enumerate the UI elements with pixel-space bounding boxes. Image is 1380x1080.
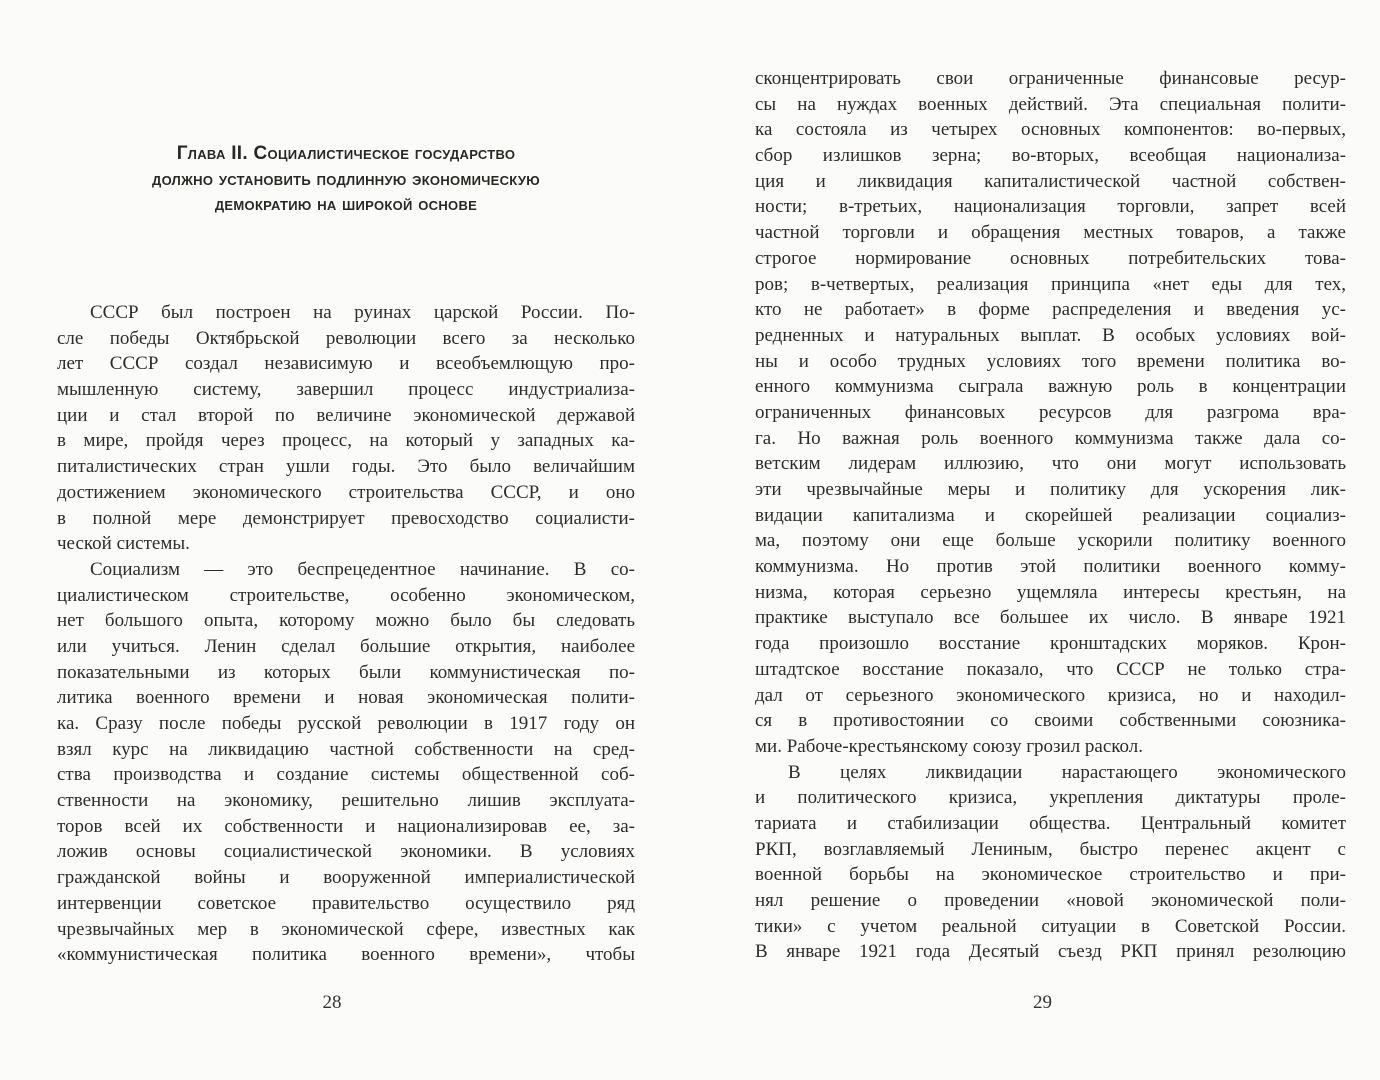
text-line: мышленную систему, завершил процесс индустриализа-: [57, 379, 635, 401]
chapter-heading: [57, 141, 635, 218]
text-line: сбор излишков зерна; во-вторых, всеобщая национализа-: [755, 145, 1346, 167]
text-line: или учиться. Ленин сделал большие открытия, наиболее: [57, 635, 635, 657]
text-line: чрезвычайных мер в экономической сфере, известных как: [57, 918, 635, 940]
text-line: ма, поэтому они еще больше ускорили политику военного: [755, 530, 1346, 552]
left-page: [57, 0, 635, 1080]
left-page-body: [57, 300, 635, 968]
text-line: военной борьбы на экономическое строительство и при-: [755, 864, 1346, 886]
text-line: штадтское восстание показало, что СССР не только стра-: [755, 658, 1346, 680]
text-line: лет СССР создал независимую и всеобъемлющую про-: [57, 353, 635, 375]
text-line: сы на нуждах военных действий. Эта специальная полити-: [755, 93, 1346, 115]
text-line: взял курс на ликвидацию частной собственности на сред-: [57, 738, 635, 760]
text-line: СССР был построен на руинах царской России. По-: [90, 302, 635, 323]
right-page: [755, 0, 1346, 1080]
text-line: дал от серьезного экономического кризиса, но и находил-: [755, 684, 1346, 706]
text-line: Социализм — это беспрецедентное начинание. В со-: [90, 558, 635, 580]
text-line: ция и ликвидация капиталистической частной собствен-: [755, 170, 1346, 192]
text-line: демократию на широкой основе: [214, 194, 478, 216]
text-line: енного коммунизма сыграла важную роль в концентрации: [755, 376, 1346, 398]
text-line: ческой системы.: [57, 533, 190, 555]
page-number-right: 29: [1033, 992, 1052, 1013]
text-line: ветским лидерам иллюзию, что они могут использовать: [755, 453, 1346, 475]
paragraph: [57, 300, 635, 557]
text-line: практике выступало все большее их число. В январе 1921: [755, 607, 1346, 629]
text-line: ограниченных финансовых ресурсов для разгрома вра-: [755, 401, 1346, 423]
text-line: ства производства и создание системы общественной соб-: [57, 764, 635, 786]
text-line: коммунизма. Но против этой политики военного комму-: [755, 556, 1346, 578]
text-line: литика военного времени и новая экономическая полити-: [57, 687, 635, 709]
text-line: «коммунистическая политика военного времени», чтобы: [57, 944, 635, 966]
text-line: питалистических стран ушли годы. Это было величайшим: [57, 456, 635, 478]
text-line: ка. Сразу после победы русской революции в 1917 году он: [57, 713, 635, 734]
text-line: ственности на экономику, решительно лишив эксплуата-: [57, 790, 635, 812]
text-line: ности; в-третьих, национализация торговли, запрет всей: [755, 196, 1346, 218]
text-line: га. Но важная роль военного коммунизма также дала со-: [755, 427, 1346, 449]
text-line: и политического кризиса, укрепления диктатуры проле-: [755, 787, 1346, 809]
paragraph: [57, 557, 635, 968]
text-line: тариата и стабилизации общества. Центральный комитет: [755, 812, 1346, 834]
paragraph: [755, 66, 1346, 760]
text-line: частной торговли и обращения местных товаров, а также: [755, 222, 1346, 244]
text-line: интервенции советское правительство осуществило ряд: [57, 892, 635, 914]
text-line: достижением экономического строительства СССР, и оно: [57, 481, 635, 503]
page-number-left: 28: [322, 992, 342, 1013]
text-line: редненных и натуральных выплат. В особых условиях вой-: [755, 324, 1346, 346]
paragraph: [755, 760, 1346, 966]
text-line: должно установить подлинную экономическую: [152, 168, 540, 190]
text-line: сконцентрировать свои ограниченные финансовые ресур-: [755, 68, 1346, 89]
text-line: ложив основы социалистической экономики. В условиях: [57, 841, 635, 863]
text-line: торов всей их собственности и национализировав ее, за-: [57, 815, 635, 837]
text-line: ны и особо трудных условиях того времени политика во-: [755, 350, 1346, 372]
text-line: нет большого опыта, которому можно было бы следовать: [57, 610, 635, 632]
text-line: циалистическом строительстве, особенно экономическом,: [57, 584, 635, 606]
text-line: РКП, возглавляемый Лениным, быстро перенес акцент с: [755, 838, 1346, 860]
text-line: нял решение о проведении «новой экономической поли-: [755, 890, 1346, 911]
text-line: тики» с учетом реальной ситуации в Советской России.: [755, 915, 1346, 937]
text-line: сле победы Октябрьской революции всего за несколько: [57, 327, 635, 349]
text-line: Глава II. Социалистическое государство: [176, 143, 516, 164]
text-line: эти чрезвычайные меры и политику для ускорения лик-: [755, 479, 1346, 500]
text-line: видации капитализма и скорейшей реализации социализ-: [755, 504, 1346, 526]
text-line: в мире, пройдя через процесс, на который у западных ка-: [57, 430, 635, 452]
text-line: ми. Рабоче-крестьянскому союзу грозил раскол.: [755, 735, 1144, 757]
text-line: ка состояла из четырех основных компонентов: во-первых,: [755, 119, 1346, 141]
text-line: года произошло восстание кронштадских моряков. Крон-: [755, 633, 1346, 655]
text-line: строгое нормирование основных потребительских това-: [755, 247, 1346, 269]
text-line: показательными из которых были коммунистическая по-: [57, 661, 635, 683]
text-line: ся в противостоянии со своими собственными союзника-: [755, 710, 1346, 732]
right-page-body: [755, 66, 1346, 965]
text-line: ров; в-четвертых, реализация принципа «нет еды для тех,: [755, 273, 1346, 295]
text-line: кто не работает» в форме распределения и введения ус-: [755, 299, 1346, 321]
text-line: ции и стал второй по величине экономической державой: [57, 404, 635, 426]
text-line: низма, которая серьезно ущемляла интересы крестьян, на: [755, 581, 1346, 603]
text-line: гражданской войны и вооруженной империалистической: [57, 867, 635, 889]
text-line: в полной мере демонстрирует превосходство социалисти-: [57, 507, 635, 529]
text-line: В январе 1921 года Десятый съезд РКП принял резолюцию: [755, 941, 1346, 963]
text-line: В целях ликвидации нарастающего экономического: [788, 761, 1346, 783]
